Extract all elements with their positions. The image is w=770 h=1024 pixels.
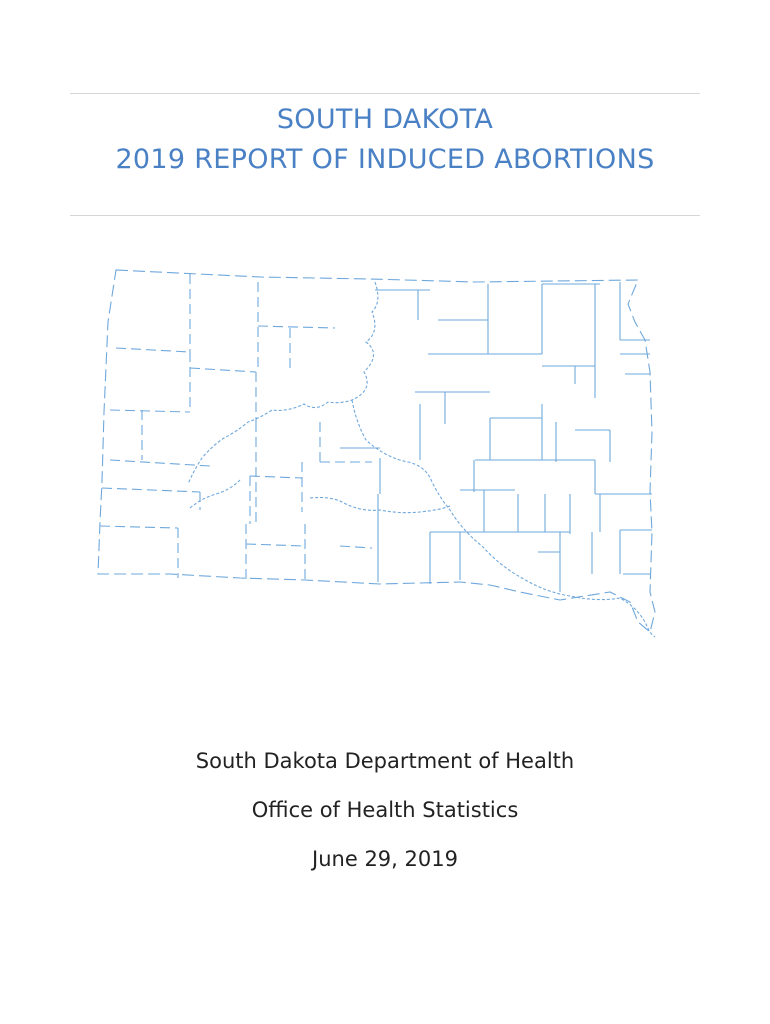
report-title-line-2: 2019 REPORT OF INDUCED ABORTIONS [115,144,655,175]
top-divider [70,93,700,94]
office-name: Office of Health Statistics [251,798,519,822]
south-dakota-county-map [90,262,665,644]
white-river [310,498,450,513]
bottom-divider [70,215,700,216]
county-lines-east [340,282,652,592]
missouri-river [188,282,378,484]
report-title-line-1: SOUTH DAKOTA [276,104,494,135]
report-date: June 29, 2019 [312,847,458,871]
cheyenne-river [190,480,240,508]
state-outline [98,270,655,632]
county-lines-west [100,274,372,582]
department-name: South Dakota Department of Health [195,749,575,773]
